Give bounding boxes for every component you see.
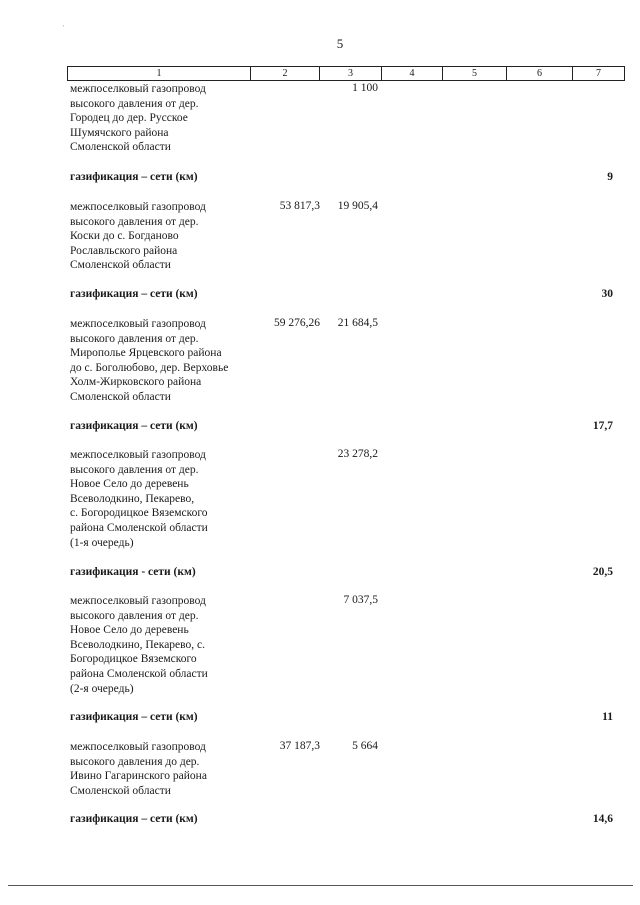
row-description: межпоселковый газопровод высокого давления до дер. Ивино Гагаринского района Смоленской области — [70, 741, 207, 797]
row-col7-value: 20,5 — [592, 566, 613, 578]
row-description: межпоселковый газопровод высокого давления от дер. Городец до дер. Русское Шумячского района Смоленской области — [70, 83, 206, 154]
header-col-1: 1 — [68, 67, 251, 80]
row-col7-value: 9 — [607, 171, 613, 183]
row-subtitle: газификация – сети (км) — [70, 171, 198, 183]
row-description: межпоселковый газопровод высокого давления от дер. Коски до с. Богданово Рославльского района Смоленской области — [70, 201, 206, 272]
row-col2-value: 53 817,3 — [279, 200, 320, 212]
row-col3-value: 23 278,2 — [337, 448, 378, 460]
row-subtitle: газификация - сети (км) — [70, 566, 196, 578]
row-col7-value: 11 — [602, 711, 613, 723]
row-col7-value: 14,6 — [592, 813, 613, 825]
row-subtitle: газификация – сети (км) — [70, 813, 198, 825]
row-col2-value: 59 276,26 — [274, 317, 320, 329]
header-col-5: 5 — [443, 67, 507, 80]
header-col-3: 3 — [320, 67, 382, 80]
header-col-6: 6 — [507, 67, 573, 80]
row-col3-value: 5 664 — [352, 740, 378, 752]
row-subtitle: газификация – сети (км) — [70, 711, 198, 723]
row-col7-value: 17,7 — [592, 420, 613, 432]
table-header — [67, 66, 625, 81]
row-col3-value: 7 037,5 — [343, 594, 378, 606]
row-description: межпоселковый газопровод высокого давления от дер. Новое Село до деревень Всеволодкино, Пекарево, с. Богородицкое Вяземского района Смоленской области (2-я очередь) — [70, 595, 208, 695]
scan-mark: ' — [63, 24, 65, 32]
row-col3-value: 1 100 — [352, 82, 378, 94]
header-col-4: 4 — [382, 67, 443, 80]
row-description: межпоселковый газопровод высокого давления от дер. Новое Село до деревень Всеволодкино, Пекарево, с. Богородицкое Вяземского района Смоленской области (1-я очередь) — [70, 449, 208, 549]
row-col2-value: 37 187,3 — [279, 740, 320, 752]
row-col3-value: 19 905,4 — [337, 200, 378, 212]
row-col7-value: 30 — [601, 288, 613, 300]
header-col-7: 7 — [596, 68, 601, 79]
bottom-rule — [8, 885, 633, 886]
header-col-2: 2 — [251, 67, 320, 80]
page-number: 5 — [336, 36, 344, 51]
row-subtitle: газификация – сети (км) — [70, 288, 198, 300]
row-col3-value: 21 684,5 — [337, 317, 378, 329]
row-description: межпоселковый газопровод высокого давления от дер. Мирополье Ярцевского района до с. Боголюбово, дер. Верховье Холм-Жирковского района Смоленской области — [70, 318, 229, 403]
row-subtitle: газификация – сети (км) — [70, 420, 198, 432]
